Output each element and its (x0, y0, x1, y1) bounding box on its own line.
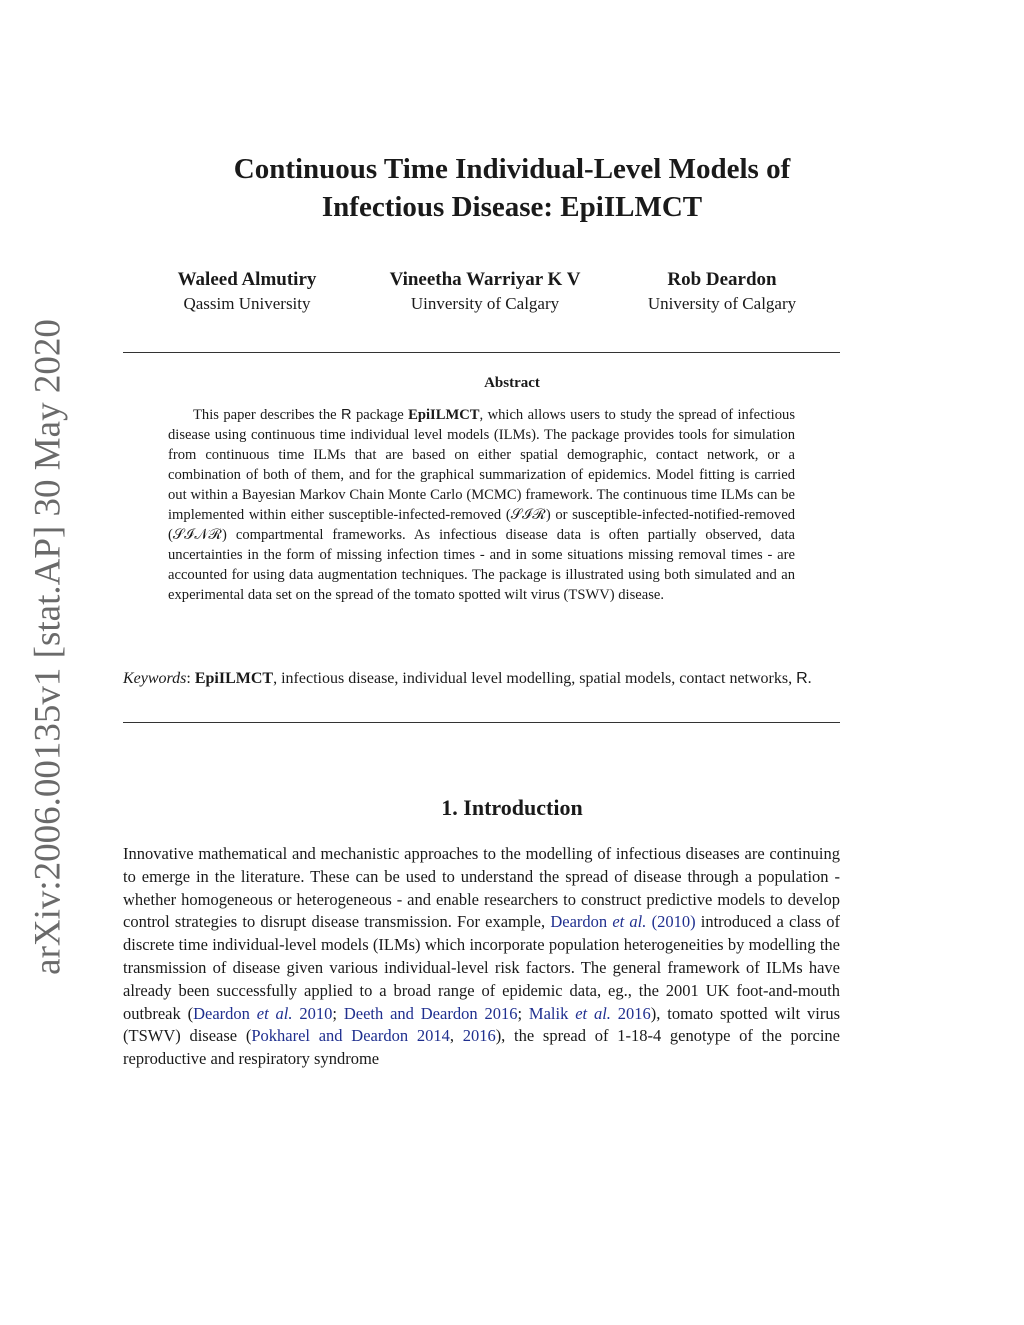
introduction-paragraph: Innovative mathematical and mechanistic approaches to the modelling of infectious diseases are continuing to emerge in the literature. These can be used to understand the spread of disease through a population - whether homogeneous or heterogeneous - and enable researchers to construct predictive models to develop control strategies to disrupt disease transmission. For example, Deardon et al. (2010) introduced a class of discrete time individual-level models (ILMs) which incorporate population heterogeneities by modelling the transmission of disease given various individual-level risk factors. The general framework of ILMs have already been successfully applied to a broad range of epidemic data, eg., the 2001 UK foot-and-mouth outbreak (Deardon et al. 2010; Deeth and Deardon 2016; Malik et al. 2016), tomato spotted wilt virus (TSWV) disease (Pokharel and Deardon 2014, 2016), the spread of 1-18-4 genotype of the porcine reproductive and respiratory syndrome (123, 844, 841, 1069)
citation-link[interactable]: Deeth and Deardon 2016 (343, 1003, 518, 1023)
author-2 (360, 268, 610, 316)
bottom-rule (123, 722, 840, 723)
paper-title (0, 150, 1024, 226)
keyword-package: EpiILMCT (194, 670, 274, 687)
section-heading-introduction: 1. Introduction (441, 795, 583, 820)
arxiv-stamp: arXiv:2006.00135v1 [stat.AP] 30 May 2020 (27, 319, 69, 975)
author-affiliation: University of Calgary (647, 294, 797, 313)
top-rule (123, 352, 840, 353)
abstract-heading: Abstract (484, 375, 540, 391)
title-line-1: Continuous Time Individual-Level Models of (233, 153, 791, 185)
citation-link[interactable]: Deardon et al. (2010) (550, 912, 696, 932)
author-name: Rob Deardon (667, 269, 777, 290)
author-1 (122, 268, 372, 316)
author-name: Vineetha Warriyar K V (389, 269, 581, 290)
author-name: Waleed Almutiry (177, 269, 317, 290)
citation-link[interactable]: 2016 (462, 1026, 496, 1046)
author-affiliation: Qassim University (183, 294, 311, 313)
sir-symbol: 𝒮ℐℛ (510, 507, 546, 523)
citation-link[interactable]: Deardon et al. 2010 (193, 1003, 333, 1023)
citation-link[interactable]: Malik et al. 2016 (528, 1003, 651, 1023)
sinr-symbol: 𝒮ℐ𝒩ℛ (172, 527, 222, 543)
title-line-2: Infectious Disease: EpiILMCT (321, 191, 703, 223)
keyword-r: R (796, 670, 808, 687)
author-3 (597, 268, 847, 316)
citation-link[interactable]: Pokharel and Deardon 2014 (251, 1026, 450, 1046)
r-language: R (341, 407, 352, 423)
keywords: Keywords: EpiILMCT, infectious disease, individual level modelling, spatial models, contact networks, R. (123, 670, 812, 687)
package-name: EpiILMCT (408, 407, 480, 423)
abstract-body: This paper describes the R package EpiILMCT, which allows users to study the spread of infectious disease using continuous time individual level models (ILMs). The package provides tools for simulation from continuous time ILMs that are based on either spatial demographic, contact network, or a combination of both of them, and for the graphical summarization of epidemics. Model fitting is carried out within a Bayesian Markov Chain Monte Carlo (MCMC) framework. The continuous time ILMs can be implemented within either susceptible-infected-removed (𝒮ℐℛ) or susceptible-infected-notified-removed (𝒮ℐ𝒩ℛ) compartmental frameworks. As infectious disease data is often partially observed, data uncertainties in the form of missing infection times - and in some situations missing removal times - are accounted for using data augmentation techniques. The package is illustrated using both simulated and an experimental data set on the spread of the tomato spotted wilt virus (TSWV) disease. (168, 407, 796, 603)
keywords-label: Keywords (123, 670, 187, 687)
author-affiliation: Uinversity of Calgary (410, 294, 560, 313)
